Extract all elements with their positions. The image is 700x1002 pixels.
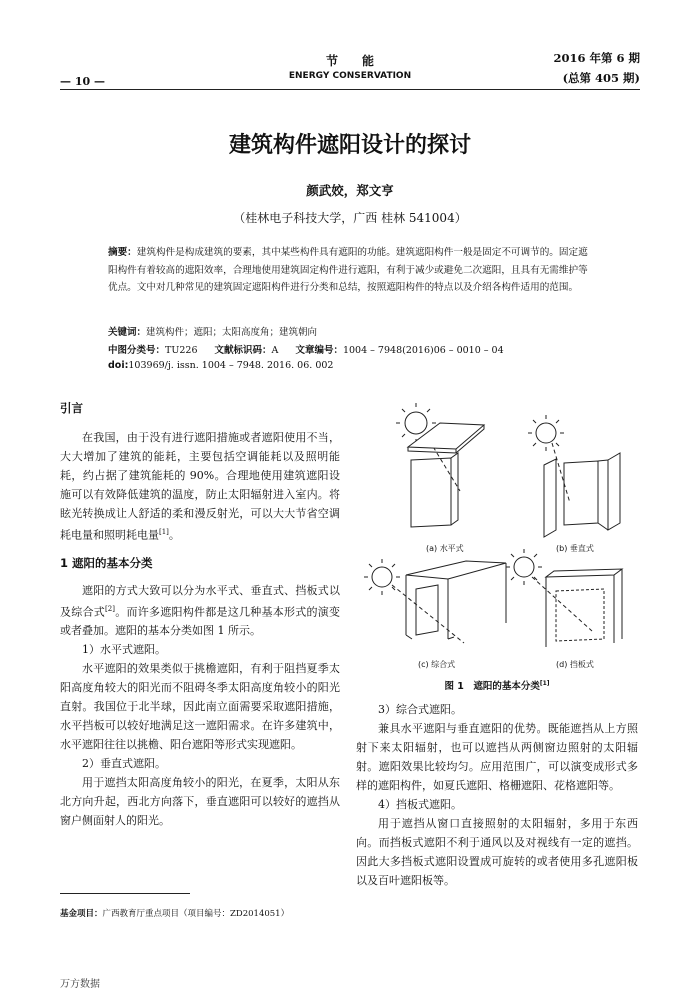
doi-line: [108, 360, 594, 371]
affiliation: （桂林电子科技大学，广西 桂林 541004）: [233, 211, 467, 225]
doi-label: doi:: [108, 360, 129, 371]
caption-d: (d) 挡板式: [556, 660, 594, 669]
issue-number: 2016 年第 6 期: [553, 51, 640, 65]
sun-icon: [506, 549, 542, 585]
keywords-label: 关键词：: [108, 327, 147, 338]
caption-b: (b) 垂直式: [556, 544, 594, 553]
subheading-baffle: 4）挡板式遮阳。: [378, 798, 462, 811]
intro-heading: 引言: [60, 401, 83, 415]
doc-code-label: 文献标识码：: [214, 345, 272, 356]
classification-line: [108, 342, 594, 356]
subheading-combined: 3）综合式遮阳。: [378, 703, 462, 716]
total-issue: (总第 405 期): [562, 71, 640, 85]
vertical-paragraph: 用于遮挡太阳高度角较小的阳光，在夏季，太阳从东北方向升起，西北方向落下，垂直遮阳可以较好的遮挡从窗户侧面射人的阳光。: [60, 776, 340, 828]
page-number: — 10 —: [60, 75, 105, 88]
footnote: [60, 907, 289, 919]
baffle-paragraph: 用于遮挡从窗口直接照射的太阳辐射，多用于东西向。而挡板式遮阳不利于通风以及对视线有一定的遮挡。因此大多挡板式遮阳设置成可旋转的或者使用多孔遮阳板以及百叶遮阳板等。: [356, 817, 638, 887]
watermark: 万方数据: [60, 979, 100, 990]
journal-name-cn: 节 能: [325, 54, 374, 68]
doi-value: 103969/j. issn. 1004 – 7948. 2016. 06. 002: [128, 360, 334, 371]
combined-paragraph: 兼具水平遮阳与垂直遮阳的优势。既能遮挡从上方照射下来太阳辐射，也可以遮挡从两侧窗边照射的太阳辐射。遮阳效果比较均匀。应用范围广，可以演变成形式多样的遮阳构件，如夏氏遮阳、格栅遮阳、花格遮阳等。: [356, 722, 638, 792]
footnote-rule: [60, 893, 190, 894]
intro-end: 。: [168, 528, 180, 542]
subheading-vertical: 2）垂直式遮阳。: [82, 757, 166, 771]
intro-citation: [1]: [159, 528, 169, 536]
keywords: 建筑构件；遮阳；太阳高度角；建筑朝向: [146, 327, 318, 338]
caption-c: (c) 综合式: [418, 660, 456, 669]
footnote-text: 广西教育厅重点项目（项目编号：ZD2014051）: [102, 909, 290, 919]
figure-caption-citation: [1]: [539, 679, 550, 687]
abstract-label: 摘要：: [108, 247, 137, 258]
caption-a: (a) 水平式: [426, 544, 464, 553]
section1-text-b: 。而许多遮阳构件都是这几种基本形式的演变或者叠加。遮阳的基本分类如图 1 所示。: [60, 605, 341, 638]
abstract-text: 建筑构件是构成建筑的要素，其中某些构件具有遮阳的功能。建筑遮阳构件一般是固定不可调节的。固定遮阳构件有着较高的遮阳效率，合理地使用建筑固定构件进行遮阳，有利于减少或避免二次遮阳，且具有无需维护等优点。文中对几种常见的建筑固定遮阳构件进行分类和总结，按照遮阳构件的特点以及介绍各构件适用的范围。: [108, 247, 588, 293]
article-no-label: 文章编号：: [295, 345, 343, 356]
section1-text-a: 遮阳的方式大致可以分为水平式、垂直式、挡板式以及综合式: [60, 583, 340, 619]
shading-figure: [356, 395, 638, 695]
horizontal-paragraph: 水平遮阳的效果类似于挑檐遮阳，有利于阻挡夏季太阳高度角较大的阳光而不阻碍冬季太阳高度角较小的阳光直射。我国位于北半球，因此南立面需要采取遮阳措施，水平挡板可以较好地满足这一遮阳需求。在许多建筑中，水平遮阳往往以挑檐、阳台遮阳等形式实现遮阳。: [60, 662, 340, 752]
subheading-horizontal: 1）水平式遮阳。: [82, 643, 166, 657]
section1-heading: 1 遮阳的基本分类: [60, 555, 153, 570]
clc-label: 中图分类号：: [108, 345, 166, 356]
sun-icon: [528, 415, 564, 451]
sun-icon: [364, 559, 400, 595]
section1-citation: [2]: [105, 604, 115, 613]
clc-value: TU226: [165, 345, 198, 356]
figure-caption-text: 图 1 遮阳的基本分类: [444, 681, 540, 692]
authors: 颜武姣，郑文亨: [306, 183, 394, 198]
doc-code-value: A: [271, 345, 279, 356]
figure-caption: [356, 678, 638, 692]
keywords-line: [108, 324, 594, 338]
article-no-value: 1004 – 7948(2016)06 – 0010 – 04: [342, 345, 504, 356]
article-title: 建筑构件遮阳设计的探讨: [228, 132, 471, 158]
journal-name-en: ENERGY CONSERVATION: [288, 71, 412, 81]
intro-text: 在我国，由于没有进行遮阳措施或者遮阳使用不当，大大增加了建筑的能耗，主要包括空调能耗以及照明能耗，约占据了建筑能耗的 90%。合理地使用建筑遮阳设施可以有效降低建筑的温度，防止太阳辐射进入室内。将眩光转换成让人舒适的柔和漫反射光，可以大大节省空调耗电量和照明耗电量: [60, 431, 340, 542]
footnote-label: 基金项目：: [60, 909, 103, 919]
intro-paragraph: [60, 428, 340, 545]
abstract: [108, 244, 594, 297]
section1-paragraph: [60, 581, 340, 641]
header-rule: [60, 89, 640, 90]
